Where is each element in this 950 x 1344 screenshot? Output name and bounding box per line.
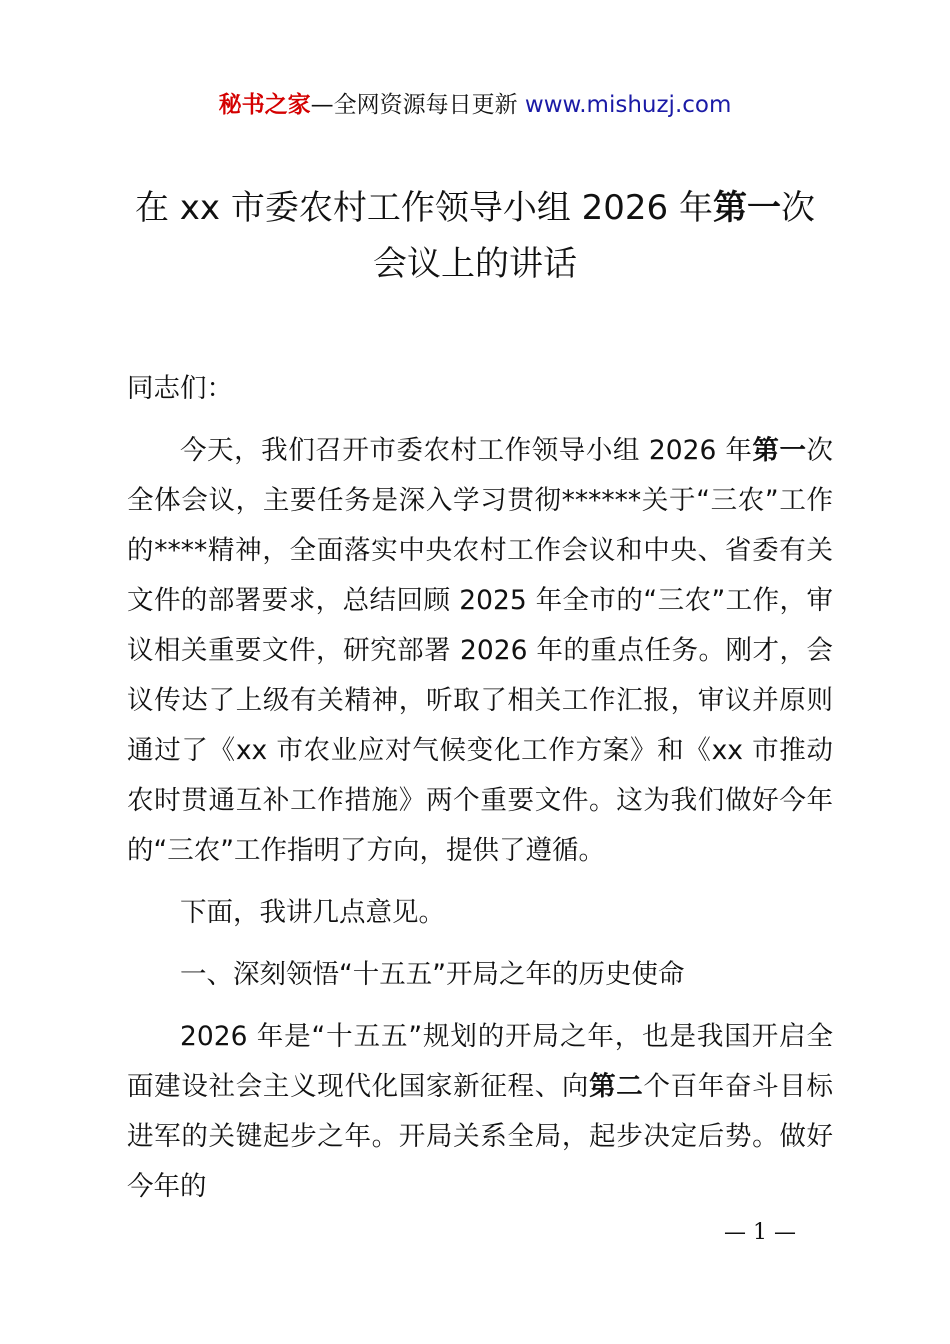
paragraph-1: 今天，我们召开市委农村工作领导小组 2026 年第一次全体会议，主要任务是深入学习贯彻******关于“三农”工作的****精神，全面落实中央农村工作会议和中央、省委有关文件的部署要求，总结回顾 2025 年全市的“三农”工作，审议相关重要文件，研究部署 2026 年的重点任务。刚才，会议传达了上级有关精神，听取了相关工作汇报，审议并原则通过了《xx 市农业应对气候变化工作方案》和《xx 市推动农时贯通互补工作措施》两个重要文件。这为我们做好今年的“三农”工作指明了方向，提供了遵循。 xyxy=(127,435,833,866)
salutation: 同志们： xyxy=(127,373,233,404)
title-line-2: 会议上的讲话 xyxy=(373,244,577,284)
site-url-link[interactable]: www.mishuzj.com xyxy=(524,92,732,118)
page-number: — 1 — xyxy=(724,1220,796,1245)
document-title xyxy=(100,180,850,292)
title-line-1: 在 xx 市委农村工作领导小组 2026 年第一次 xyxy=(135,188,815,228)
site-header xyxy=(0,88,950,122)
section-heading: 一、深刻领悟“十五五”开局之年的历史使命 xyxy=(180,959,685,990)
document-body xyxy=(127,364,833,1224)
paragraph-2: 下面，我讲几点意见。 xyxy=(180,897,445,928)
header-tagline: —全网资源每日更新 xyxy=(310,92,525,118)
paragraph-3: 2026 年是“十五五”规划的开局之年，也是我国开启全面建设社会主义现代化国家新征程、向第二个百年奋斗目标进军的关键起步之年。开局关系全局，起步决定后势。做好今年的 xyxy=(127,1021,834,1202)
brand-name: 秘书之家 xyxy=(218,92,311,118)
